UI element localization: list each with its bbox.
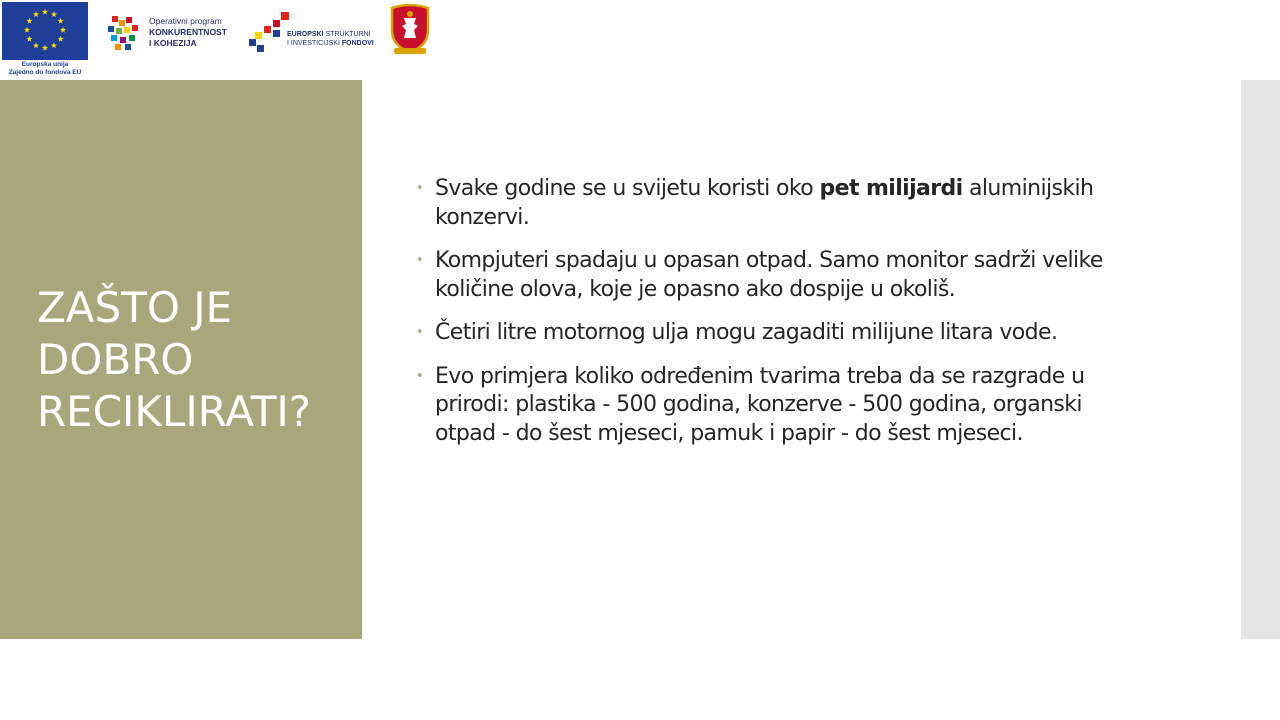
- op-text: [149, 16, 227, 49]
- bullet-list: [416, 175, 1146, 448]
- op-line3: I KOHEZIJA: [149, 38, 197, 48]
- bullet-text: Četiri litre motornog ulja mogu zagaditi milijune litara vode.: [435, 320, 1058, 345]
- bullet-text: Evo primjera koliko određenim tvarima treba da se razgrade u prirodi: plastika - 500 godina, konzerve - 500 godina, organski otpad - do šest mjeseci, pamuk i papir - do šest mjeseci.: [435, 363, 1085, 446]
- eu-star-icon: [60, 27, 66, 33]
- eu-star-icon: [26, 36, 32, 42]
- slide-title: ZAŠTO JE DOBRO RECIKLIRATI?: [37, 283, 312, 436]
- op-line2: KONKURENTNOST: [149, 27, 227, 37]
- eu-star-icon: [42, 45, 48, 51]
- bullet-item: [416, 247, 1146, 304]
- bullet-dot-icon: •: [416, 368, 424, 384]
- op-logo: [108, 14, 238, 54]
- esi-line1-rest: STRUKTURNI: [323, 31, 371, 38]
- eu-caption: [2, 61, 88, 77]
- city-coat-of-arms-icon: [386, 4, 434, 56]
- logo-strip: [0, 0, 440, 80]
- bullet-dot-icon: •: [416, 325, 424, 340]
- bullet-item: [416, 363, 1146, 449]
- op-squares-icon: [108, 16, 140, 50]
- eu-star-icon: [33, 42, 39, 48]
- eu-star-icon: [26, 18, 32, 24]
- eu-star-icon: [58, 36, 64, 42]
- bullet-dot-icon: •: [416, 253, 424, 268]
- esi-line2-rest: I INVESTICIJSKI: [287, 40, 342, 47]
- esi-line2: [287, 39, 374, 48]
- bullet-dot-icon: •: [416, 181, 424, 196]
- bullet-text: Svake godine se u svijetu koristi oko: [435, 176, 820, 201]
- bullet-item: [416, 319, 1146, 348]
- eu-logo: [2, 2, 88, 78]
- bullet-bold-text: pet milijardi: [819, 176, 963, 201]
- bullet-text-after: aluminijskih konzervi.: [435, 176, 1094, 230]
- eu-star-icon: [51, 42, 57, 48]
- esi-text: [287, 30, 374, 48]
- eu-star-icon: [33, 11, 39, 17]
- slide-content: [416, 175, 1146, 463]
- eu-star-icon: [24, 27, 30, 33]
- eu-star-icon: [58, 18, 64, 24]
- esi-line1-bold: EUROPSKI: [287, 31, 324, 38]
- eu-caption-line1: Europska unija: [21, 61, 69, 68]
- eu-stars-icon: [2, 2, 88, 60]
- eu-star-icon: [42, 9, 48, 15]
- bullet-text: Kompjuteri spadaju u opasan otpad. Samo monitor sadrži velike količine olova, koje je opasno ako dospije u okoliš.: [435, 248, 1103, 302]
- esi-funds-logo: [249, 12, 374, 54]
- eu-caption-line2: Zajedno do fondova EU: [8, 69, 82, 76]
- eu-star-icon: [51, 11, 57, 17]
- bullet-item: [416, 175, 1146, 232]
- esi-line1: [287, 30, 374, 39]
- right-edge-bar: [1241, 80, 1280, 639]
- op-line1: Operativni program: [149, 16, 222, 26]
- eu-flag-icon: [2, 2, 88, 60]
- esi-line2-bold: FONDOVI: [341, 40, 374, 47]
